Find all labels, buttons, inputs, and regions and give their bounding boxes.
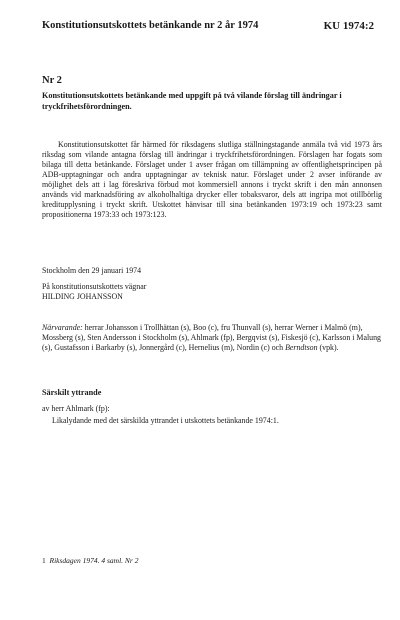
page-header [42, 20, 374, 36]
dissent-text: Likalydande med det särskilda yttrandet i utskottets betänkande 1974:1. [52, 416, 279, 425]
footer-source: Riksdagen 1974. 4 saml. Nr 2 [49, 556, 139, 565]
attendance-names: herrar Johansson i Trollhättan (s), Boo (c), fru Thunvall (s), herrar Werner i Malmö (m), Mossberg (s), Sten Andersson i Stockholm (s), Ahlmark (fp), Bergqvist (s), Fiskesjö (c), Karlsson i Malung (s), Gustafsson i Barkarby (s), Jonnergård (c), Hernelius (m), Nordin (c) och [42, 323, 381, 352]
signature-name: HILDING JOHANSSON [42, 292, 123, 301]
footer-page-number: 1 [42, 556, 46, 565]
body-text [42, 140, 382, 220]
attendance-last-name: Berndtson [285, 343, 318, 352]
date-line: Stockholm den 29 januari 1974 [42, 266, 142, 275]
signature-role: På konstitutionsutskottets vägnar [42, 282, 147, 291]
document-code: KU 1974:2 [323, 20, 374, 32]
body-paragraph: Konstitutionsutskottet får härmed för riksdagens slutliga ställningstagande anmäla två vid 1973 års riksdag som vilande antagna förslag till ändringar i tryckfrihetsförordningen. Förslagen har fogats som bilaga till detta betänkande. Förslaget under 1 avser frågan om tillämpning av offentlighetsprincipen på ADB-upptagningar och andra upptagningar av teknisk natur. Förslaget under 2 avser införande av möjlighet dels att i lag föreskriva förbud mot kommersiell annons i tryckt skrift i den mån annonsen används vid marknadsföring av alkoholhaltiga drycker eller tobaksvaror, dels att ingripa mot otillbörlig kreditupplysning i tryckt skrift. Utskottet hänvisar till sina betänkanden 1973:19 och 1973:23 samt propositionerna 1973:33 och 1973:123. [42, 140, 382, 219]
attendance-list [42, 323, 382, 353]
page-footer [42, 556, 138, 565]
dissent-statement [42, 416, 380, 426]
signature-block [42, 282, 146, 302]
header-title: Konstitutionsutskottets betänkande nr 2 år 1974 [42, 20, 259, 31]
document-heading: Konstitutionsutskottets betänkande med uppgift på två vilande förslag till ändringar i tryckfrihetsförordningen. [42, 91, 342, 111]
section-title: Särskilt yttrande [42, 388, 102, 397]
attendance-end: (vpk). [317, 343, 339, 352]
attendance-label: Närvarande: [42, 323, 83, 332]
dissent-author: av herr Ahlmark (fp): [42, 404, 110, 413]
document-number: Nr 2 [42, 75, 62, 86]
